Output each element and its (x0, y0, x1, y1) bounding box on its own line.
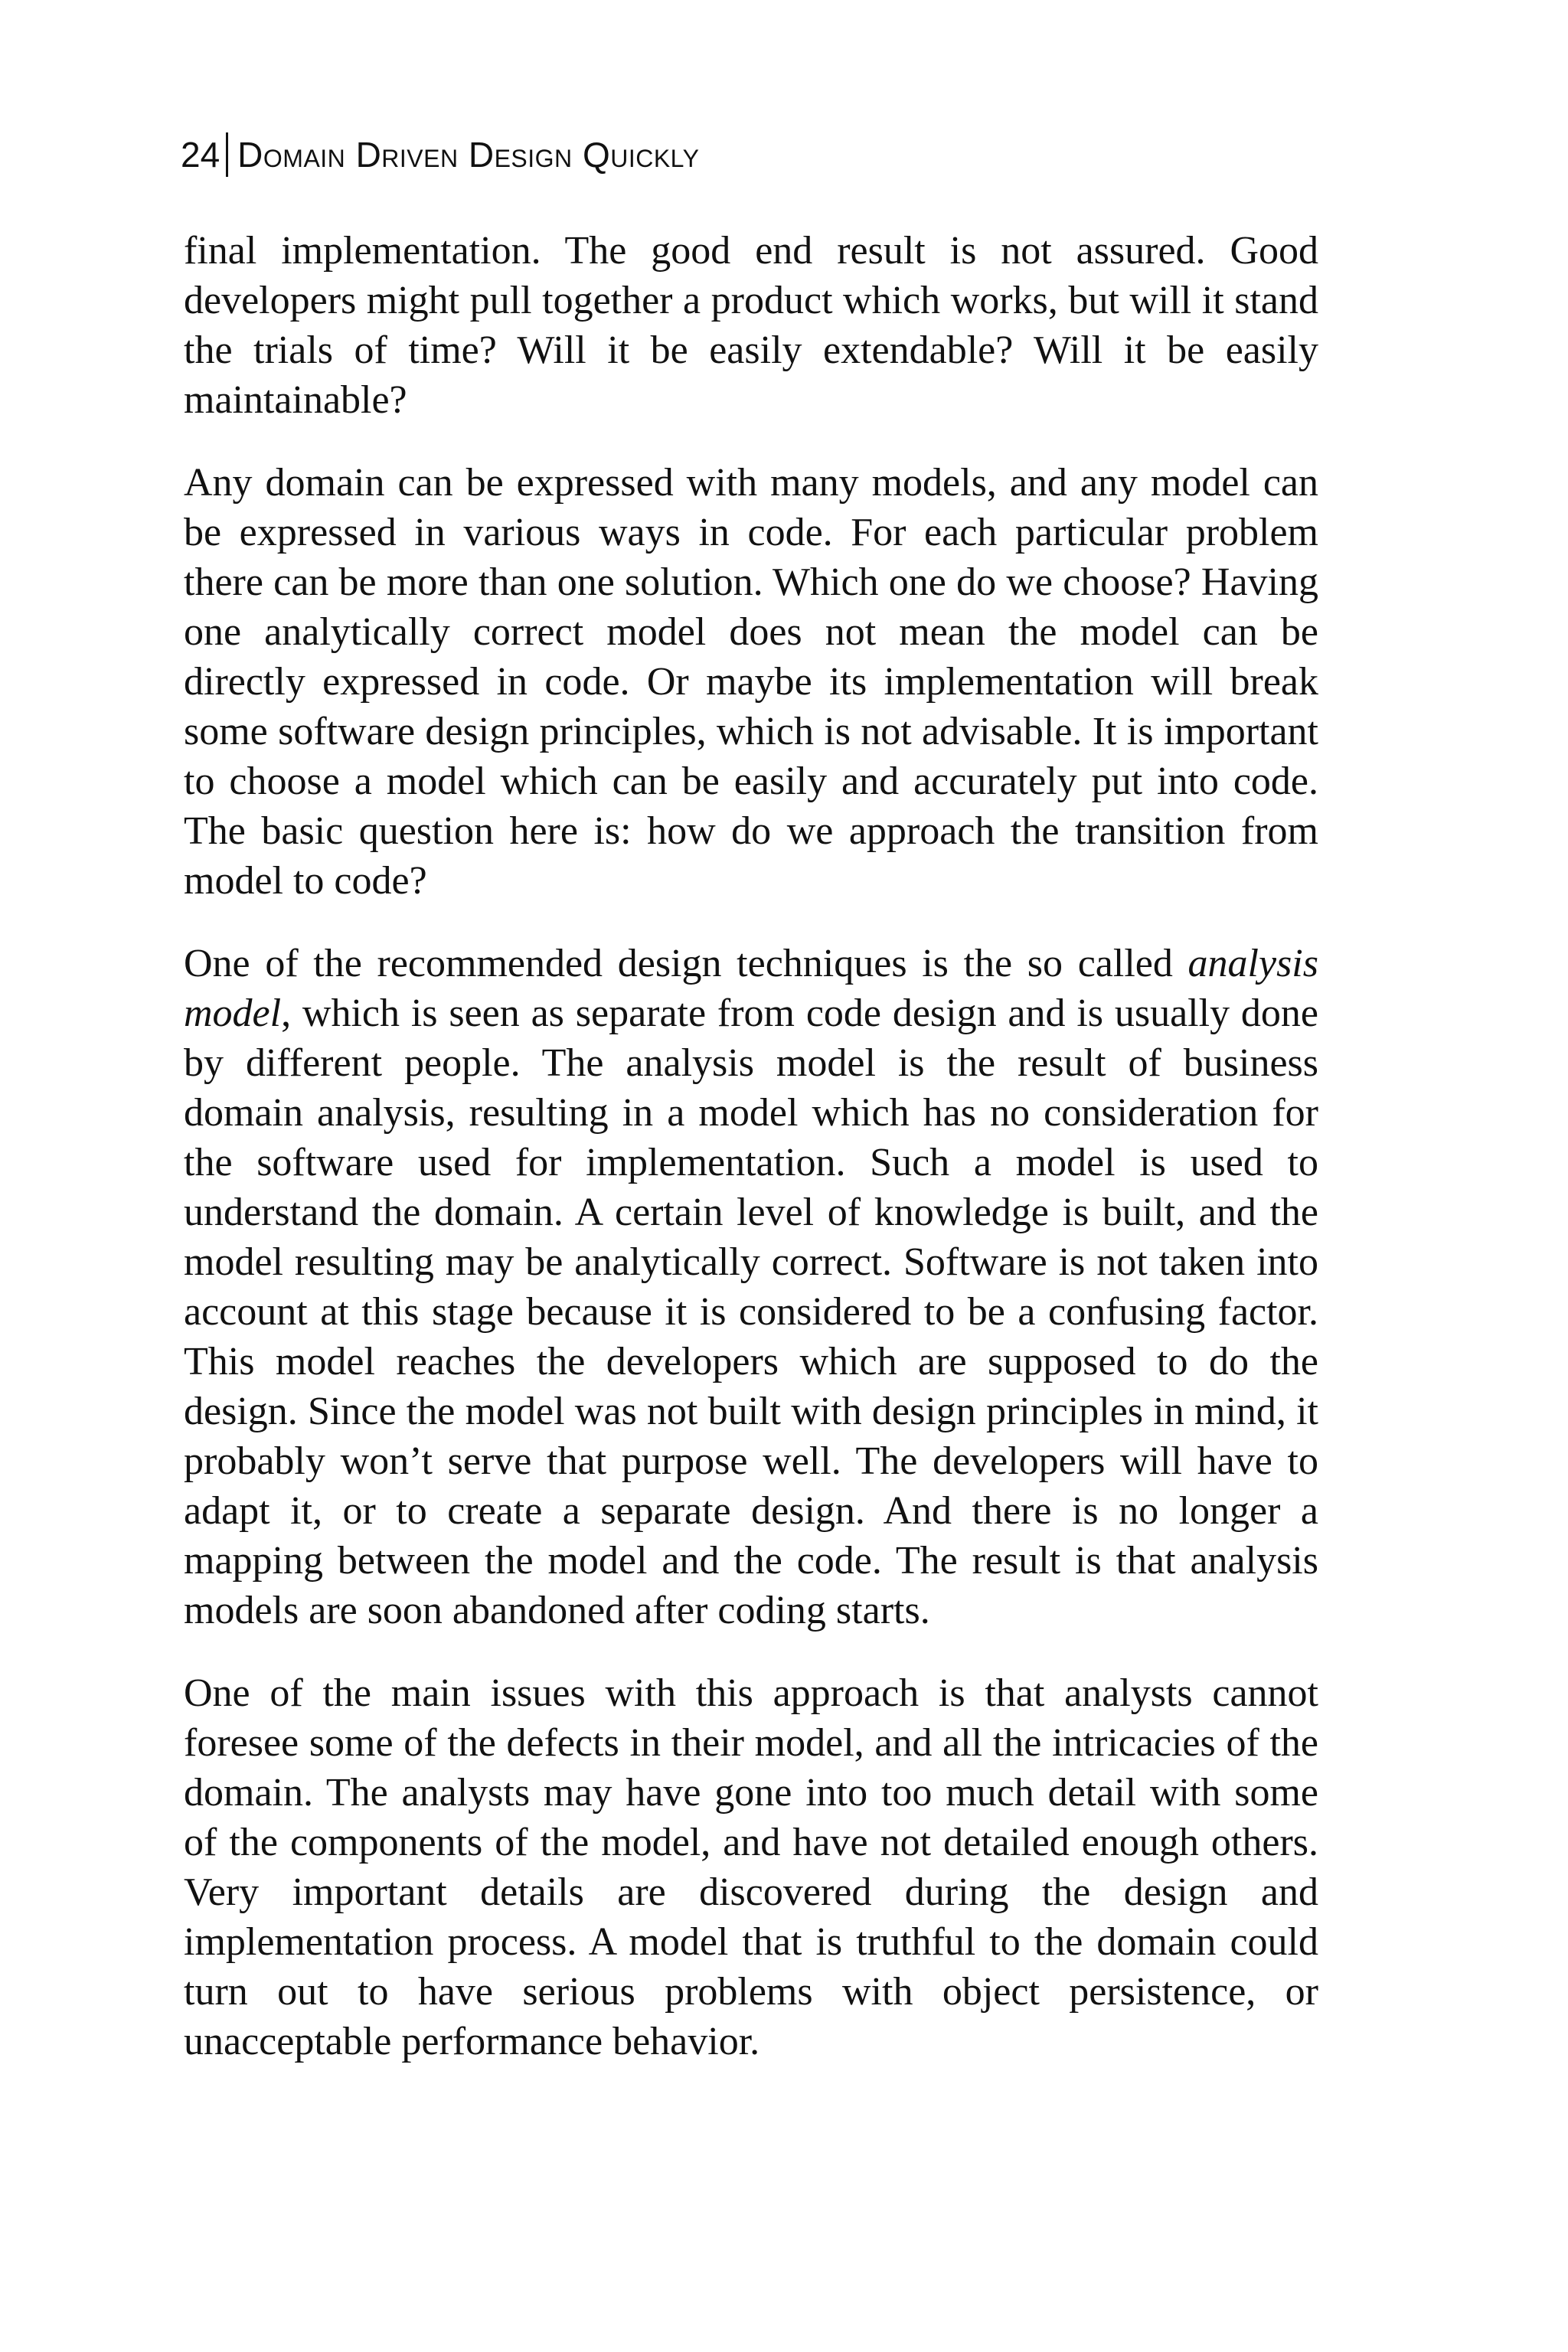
paragraph-3-lead: One of the recommended design techniques is the so called (184, 942, 1188, 985)
page-number: 24 (181, 135, 220, 175)
paragraph-4: One of the main issues with this approach is that analysts cannot foresee some of the defects in their model, and all the intricacies of the domain. The analysts may have gone into too much detail with some of the components of the model, and have not detailed enough others. Very important details are discovered during the design and implementation process. A model that is truthful to the domain could turn out to have serious problems with object persistence, or unacceptable performance behavior. (184, 1671, 1318, 2063)
paragraph-2: Any domain can be expressed with many models, and any model can be expressed in various ways in code. For each particular problem there can be more than one solution. Which one do we choose? Having one analytically correct model does not mean the model can be directly expressed in code. Or maybe its implementation will break some software design principles, which is not advisable. It is important to choose a model which can be easily and accurately put into code. The basic question here is: how do we approach the transition from model to code? (184, 461, 1318, 903)
book-title: Domain Driven Design Quickly (237, 135, 700, 175)
running-header (181, 132, 699, 178)
body-text (184, 226, 1318, 2066)
header-divider (226, 132, 228, 177)
analysis-model-term: analysis model (184, 942, 1318, 1035)
paragraph-1: final implementation. The good end result is not assured. Good developers might pull together a product which works, but will it stand the trials of time? Will it be easily extendable? Will it be easily maintainable? (184, 229, 1318, 422)
paragraph-3-rest: , which is seen as separate from code design and is usually done by different people. The analysis model is the result of business domain analysis, resulting in a model which has no consideration for the software used for implementation. Such a model is used to understand the domain. A certain level of knowledge is built, and the model resulting may be analytically correct. Software is not taken into account at this stage because it is considered to be a confusing factor. This model reaches the developers which are supposed to do the design. Since the model was not built with design principles in mind, it probably won’t serve that purpose well. The developers will have to adapt it, or to create a separate design. And there is no longer a mapping between the model and the code. The result is that analysis models are soon abandoned after coding starts. (184, 991, 1318, 1632)
paragraph-3 (184, 939, 1318, 1635)
